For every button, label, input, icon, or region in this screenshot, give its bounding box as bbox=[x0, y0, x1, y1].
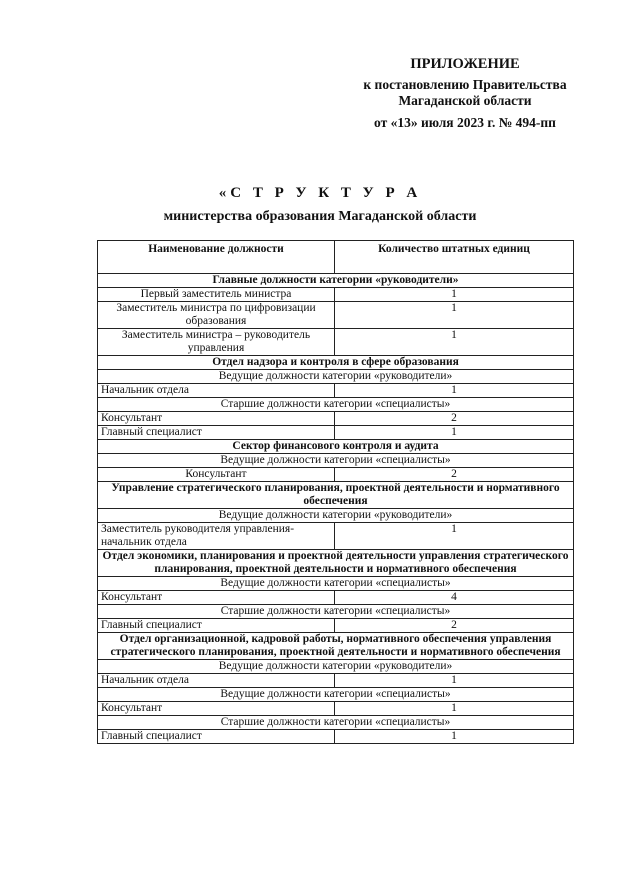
ministry-subtitle: министерства образования Магаданской области bbox=[163, 209, 477, 224]
position-name: Главный специалист bbox=[98, 619, 335, 633]
category-label: Старшие должности категории «специалисты» bbox=[98, 605, 574, 619]
count-column-header: Количество штатных единиц bbox=[335, 241, 574, 274]
position-name: Консультант bbox=[98, 591, 335, 605]
category-label: Старшие должности категории «специалисты» bbox=[98, 398, 574, 412]
section-heading: Сектор финансового контроля и аудита bbox=[98, 440, 574, 454]
position-column-header: Наименование должности bbox=[98, 241, 335, 274]
category-row bbox=[98, 370, 574, 384]
category-label: Ведущие должности категории «специалисты» bbox=[98, 688, 574, 702]
table-row bbox=[98, 468, 574, 482]
category-label: Ведущие должности категории «руководители» bbox=[98, 660, 574, 674]
staff-count: 1 bbox=[335, 426, 574, 440]
position-name: Первый заместитель министра bbox=[98, 288, 335, 302]
table-row bbox=[98, 674, 574, 688]
section-heading: Отдел надзора и контроля в сфере образования bbox=[98, 356, 574, 370]
table-row bbox=[98, 288, 574, 302]
structure-title: «С Т Р У К Т У Р А bbox=[218, 185, 422, 201]
position-name: Заместитель министра по цифровизации образования bbox=[98, 302, 335, 329]
table-header-row bbox=[98, 241, 574, 274]
category-row bbox=[98, 605, 574, 619]
position-name: Консультант bbox=[98, 412, 335, 426]
appendix-title: ПРИЛОЖЕНИЕ bbox=[410, 56, 520, 72]
category-label: Ведущие должности категории «руководители» bbox=[98, 370, 574, 384]
staff-count: 2 bbox=[335, 619, 574, 633]
section-heading: Главные должности категории «руководители» bbox=[98, 274, 574, 288]
staff-count: 1 bbox=[335, 702, 574, 716]
section-heading-row bbox=[98, 633, 574, 660]
position-name: Заместитель министра – руководитель управления bbox=[98, 329, 335, 356]
document-header bbox=[330, 56, 600, 131]
region-name: Магаданской области bbox=[398, 93, 532, 108]
section-heading-row bbox=[98, 356, 574, 370]
position-name: Главный специалист bbox=[98, 730, 335, 744]
table-row bbox=[98, 384, 574, 398]
staff-count: 1 bbox=[335, 288, 574, 302]
staff-count: 1 bbox=[335, 302, 574, 329]
position-name: Консультант bbox=[98, 468, 335, 482]
staff-count: 1 bbox=[335, 730, 574, 744]
table-row bbox=[98, 412, 574, 426]
staff-count: 2 bbox=[335, 412, 574, 426]
position-name: Заместитель руководителя управления-начальник отдела bbox=[98, 523, 335, 550]
staff-count: 1 bbox=[335, 674, 574, 688]
category-row bbox=[98, 688, 574, 702]
section-heading-row bbox=[98, 274, 574, 288]
table-row bbox=[98, 702, 574, 716]
position-name: Начальник отдела bbox=[98, 384, 335, 398]
staff-count: 1 bbox=[335, 329, 574, 356]
staff-count: 1 bbox=[335, 384, 574, 398]
staff-structure-table bbox=[97, 240, 574, 744]
table-row bbox=[98, 523, 574, 550]
category-row bbox=[98, 577, 574, 591]
section-heading: Отдел экономики, планирования и проектной деятельности управления стратегического планирования, проектной деятельности и нормативного обеспечения bbox=[98, 550, 574, 577]
table-row bbox=[98, 302, 574, 329]
table-row bbox=[98, 329, 574, 356]
category-row bbox=[98, 398, 574, 412]
category-row bbox=[98, 660, 574, 674]
section-heading: Управление стратегического планирования, проектной деятельности и нормативного обеспечения bbox=[98, 482, 574, 509]
section-heading-row bbox=[98, 440, 574, 454]
staff-count: 1 bbox=[335, 523, 574, 550]
position-name: Консультант bbox=[98, 702, 335, 716]
resolution-reference: к постановлению Правительства bbox=[363, 77, 567, 92]
section-heading-row bbox=[98, 550, 574, 577]
table-row bbox=[98, 591, 574, 605]
category-row bbox=[98, 716, 574, 730]
section-heading: Отдел организационной, кадровой работы, нормативного обеспечения управления стратегического планирования, проектной деятельности и нормативного обеспечения bbox=[98, 633, 574, 660]
category-label: Ведущие должности категории «руководители» bbox=[98, 509, 574, 523]
category-label: Ведущие должности категории «специалисты» bbox=[98, 577, 574, 591]
category-label: Старшие должности категории «специалисты» bbox=[98, 716, 574, 730]
category-label: Ведущие должности категории «специалисты» bbox=[98, 454, 574, 468]
position-name: Начальник отдела bbox=[98, 674, 335, 688]
category-row bbox=[98, 454, 574, 468]
position-name: Главный специалист bbox=[98, 426, 335, 440]
table-row bbox=[98, 619, 574, 633]
table-row bbox=[98, 730, 574, 744]
staff-count: 2 bbox=[335, 468, 574, 482]
category-row bbox=[98, 509, 574, 523]
section-heading-row bbox=[98, 482, 574, 509]
staff-count: 4 bbox=[335, 591, 574, 605]
resolution-date: от «13» июля 2023 г. № 494-пп bbox=[374, 115, 556, 130]
table-row bbox=[98, 426, 574, 440]
table-body bbox=[98, 274, 574, 744]
